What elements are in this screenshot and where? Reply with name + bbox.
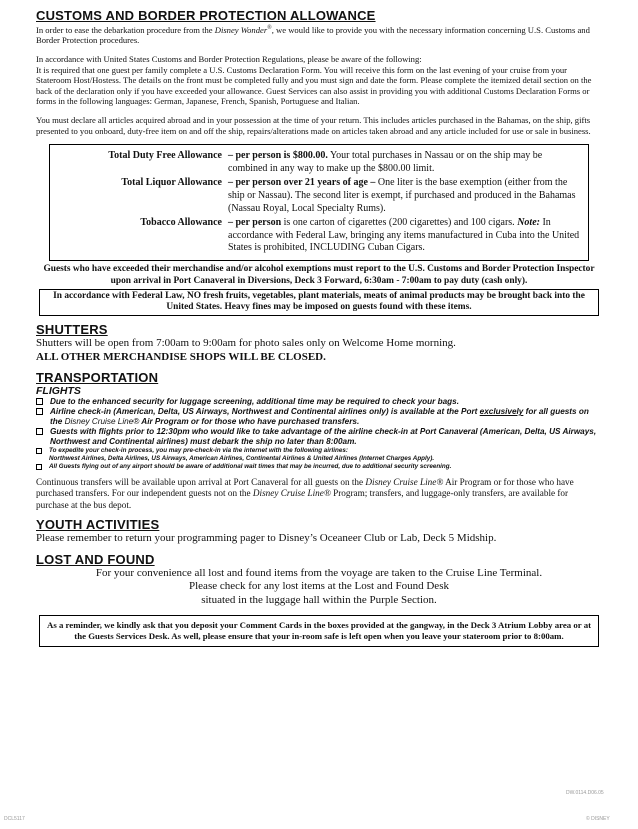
shutters-text: Shutters will be open from 7:00am to 9:00am for photo sales only on Welcome Home morning. <box>36 337 456 350</box>
customs-form-text: It is required that one guest per family complete a U.S. Customs Declaration Form. You will receive this form on the last evening of your cruise from your Stateroom Host/Hostess. The details on the front must be completed fully and you must sign and date the form. Please complete the itemized detail section on the back of the declaration only if you have exceeded your allowance. Guest Services can also assist in providing you with additional Customs Declaration Forms or forms in the following languages: German, Japanese, French, Spanish, Portuguese and Italian. <box>36 64 592 107</box>
doc-code-left: DCL5117 <box>4 816 25 822</box>
list-item: Guests with flights prior to 12:30pm who would like to take advantage of the airline check-in at Port Canaveral (American, Delta, US Airways, Northwest and Continental airlines) must debark the ship no later than 8:00am. <box>36 427 602 447</box>
list-item: To expedite your check-in process, you may pre-check-in via the internet with the following airlines: Northwest Airlines, Delta Airlines, US Airways, American Airlines, Continental Airlines & United Airlines (Internet Charges Apply). <box>36 447 602 463</box>
transfers-text: Continuous transfers will be available upon arrival at Port Canaveral for all guests on the Disney Cruise Line® Air Program or for those who have purchased transfers. For our independent guests not on the Disney Cruise Line® Program; transfers, and luggage-only transfers, are available for purchase at the bus depot. <box>36 476 574 510</box>
federal-law-box: In accordance with Federal Law, NO fresh fruits, vegetables, plant materials, meats of animal products may be brought back into the United States. Heavy fines may be imposed on guests found with these items. <box>39 289 599 317</box>
checkbox-icon <box>36 408 43 415</box>
allowance-row-liquor: Total Liquor Allowance – per person over 21 years of age – One liter is the base exemption (either from the ship or Nassau). The second liter is exempt, if purchased and produced in the Bahamas (Nassau Royal, Local Specialty Rums). <box>121 177 576 214</box>
list-item: Due to the enhanced security for luggage screening, additional time may be required to check your bags. <box>36 397 602 407</box>
youth-text: Please remember to return your programming pager to Disney’s Oceaneer Club or Lab, Deck 5 Midship. <box>36 532 497 545</box>
checkbox-icon <box>36 448 42 454</box>
customs-intro: In order to ease the debarkation procedure from the Disney Wonder®, we would like to provide you with the necessary information concerning U.S. Customs and Border Protection procedures. <box>36 24 590 46</box>
lost-line-2: Please check for any lost items at the Lost and Found Desk <box>189 580 449 593</box>
lost-title: LOST AND FOUND <box>36 551 155 567</box>
checkbox-icon <box>36 398 43 405</box>
list-item: All Guests flying out of any airport should be aware of additional wait times that may be incurred, due to additional security screening. <box>36 463 602 471</box>
customs-title: CUSTOMS AND BORDER PROTECTION ALLOWANCE <box>36 8 376 23</box>
flights-list <box>36 397 602 470</box>
doc-code: DW.0114.D06.05 <box>566 790 604 796</box>
checkbox-icon <box>36 428 43 435</box>
reminder-box: As a reminder, we kindly ask that you deposit your Comment Cards in the boxes provided at the gangway, in the Deck 3 Atrium Lobby area or at the Guests Services Desk. As well, please ensure that your in-room safe is left open when you leave your stateroom prior to 8:00am. <box>39 615 599 647</box>
customs-declare-text: You must declare all articles acquired abroad and in your possession at the time of your return. This includes articles purchased in the Bahamas, on the ship, gifts presented to you onboard, duty-free item on and off the ship, repairs/alterations made on articles taken abroad and any article included for use or sale in business. <box>36 115 591 136</box>
transportation-title: TRANSPORTATION <box>36 370 159 386</box>
flights-title: FLIGHTS <box>36 385 81 398</box>
checkbox-icon <box>36 464 42 470</box>
lost-line-1: For your convenience all lost and found items from the voyage are taken to the Cruise Line Terminal. <box>95 566 543 579</box>
customs-regs: In accordance with United States Customs and Border Protection Regulations, please be aware of the following: <box>36 54 422 65</box>
youth-title: YOUTH ACTIVITIES <box>36 517 160 533</box>
shutters-title: SHUTTERS <box>36 322 108 338</box>
page <box>36 8 602 647</box>
list-item: Airline check-in (American, Delta, US Airways, Northwest and Continental airlines only) is available at the Port exclusively for all guests on the Disney Cruise Line® Air Program or for those who have purchased transfers. <box>36 407 602 427</box>
shutters-closed: ALL OTHER MERCHANDISE SHOPS WILL BE CLOSED. <box>36 350 326 363</box>
ship-name: Disney Wonder <box>214 24 268 35</box>
allowance-row-duty-free: Total Duty Free Allowance – per person is $800.00. Your total purchases in Nassau or on the ship may be combined in any way to make up the $800.00 limit. <box>108 150 543 174</box>
exceeded-notice: Guests who have exceeded their merchandise and/or alcohol exemptions must report to the U.S. Customs and Border Protection Inspector upon arrival in Port Canaveral in Diversions, Deck 3 Forward, 6:30am - 7:00am to pay duty (cash only). <box>43 263 595 286</box>
allowance-row-tobacco: Tobacco Allowance – per person is one carton of cigarettes (200 cigarettes) and 100 cigars. Note: In accordance with Federal Law, bringing any items manufactured in Cuba into the United States is prohibited, INCLUDING Cuban Cigars. <box>140 217 580 254</box>
lost-line-3: situated in the luggage hall within the Purple Section. <box>201 593 437 606</box>
allowances-box <box>49 144 589 261</box>
copyright: © DISNEY <box>586 816 610 822</box>
